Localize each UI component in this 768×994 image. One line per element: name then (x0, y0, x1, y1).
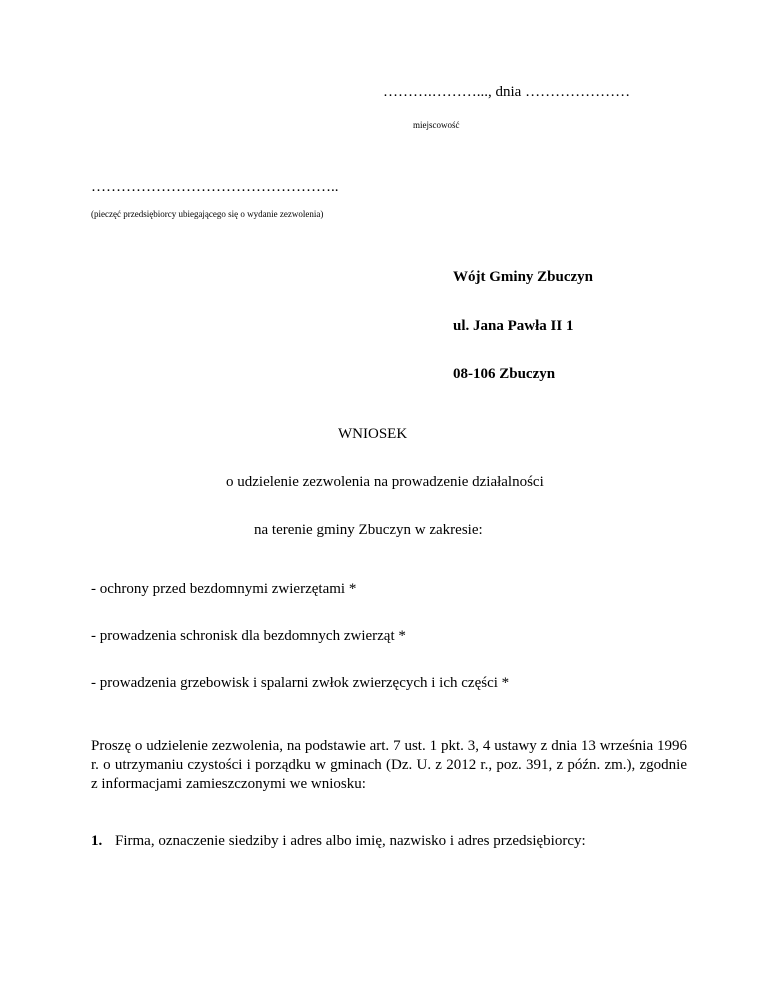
scope-item-animal-protection: - ochrony przed bezdomnymi zwierzętami * (91, 581, 357, 597)
document-title: WNIOSEK (338, 426, 408, 442)
stamp-caption: (pieczęć przedsiębiorcy ubiegającego się o wydanie zezwolenia) (91, 209, 324, 219)
question-item-text: Firma, oznaczenie siedziby i adres albo imię, nazwisko i adres przedsiębiorcy: (115, 833, 586, 849)
scope-item-shelters: - prowadzenia schronisk dla bezdomnych zwierząt * (91, 628, 406, 644)
question-item-number: 1. (91, 833, 103, 849)
addressee-street: ul. Jana Pawła II 1 (453, 318, 574, 334)
place-caption: miejscowość (413, 120, 460, 130)
addressee-postal-city: 08-106 Zbuczyn (453, 366, 556, 382)
place-date-line: ……….………..., dnia ………………… (383, 84, 631, 100)
request-paragraph: Proszę o udzielenie zezwolenia, na podstawie art. 7 ust. 1 pkt. 3, 4 ustawy z dnia 13 września 1996 r. o utrzymaniu czystości i porządku w gminach (Dz. U. z 2012 r., poz. 391, z późn. zm.), zgodnie z informacjami zamieszczonymi we wniosku: (91, 738, 687, 792)
document-subtitle-line-1: o udzielenie zezwolenia na prowadzenie działalności (226, 474, 544, 490)
scope-item-cemeteries-incinerators: - prowadzenia grzebowisk i spalarni zwłok zwierzęcych i ich części * (91, 675, 510, 691)
document-subtitle-line-2: na terenie gminy Zbuczyn w zakresie: (254, 522, 483, 538)
question-item-1 (91, 833, 586, 850)
stamp-line: ………………………………………….. (91, 179, 339, 195)
addressee-name: Wójt Gminy Zbuczyn (453, 269, 594, 285)
